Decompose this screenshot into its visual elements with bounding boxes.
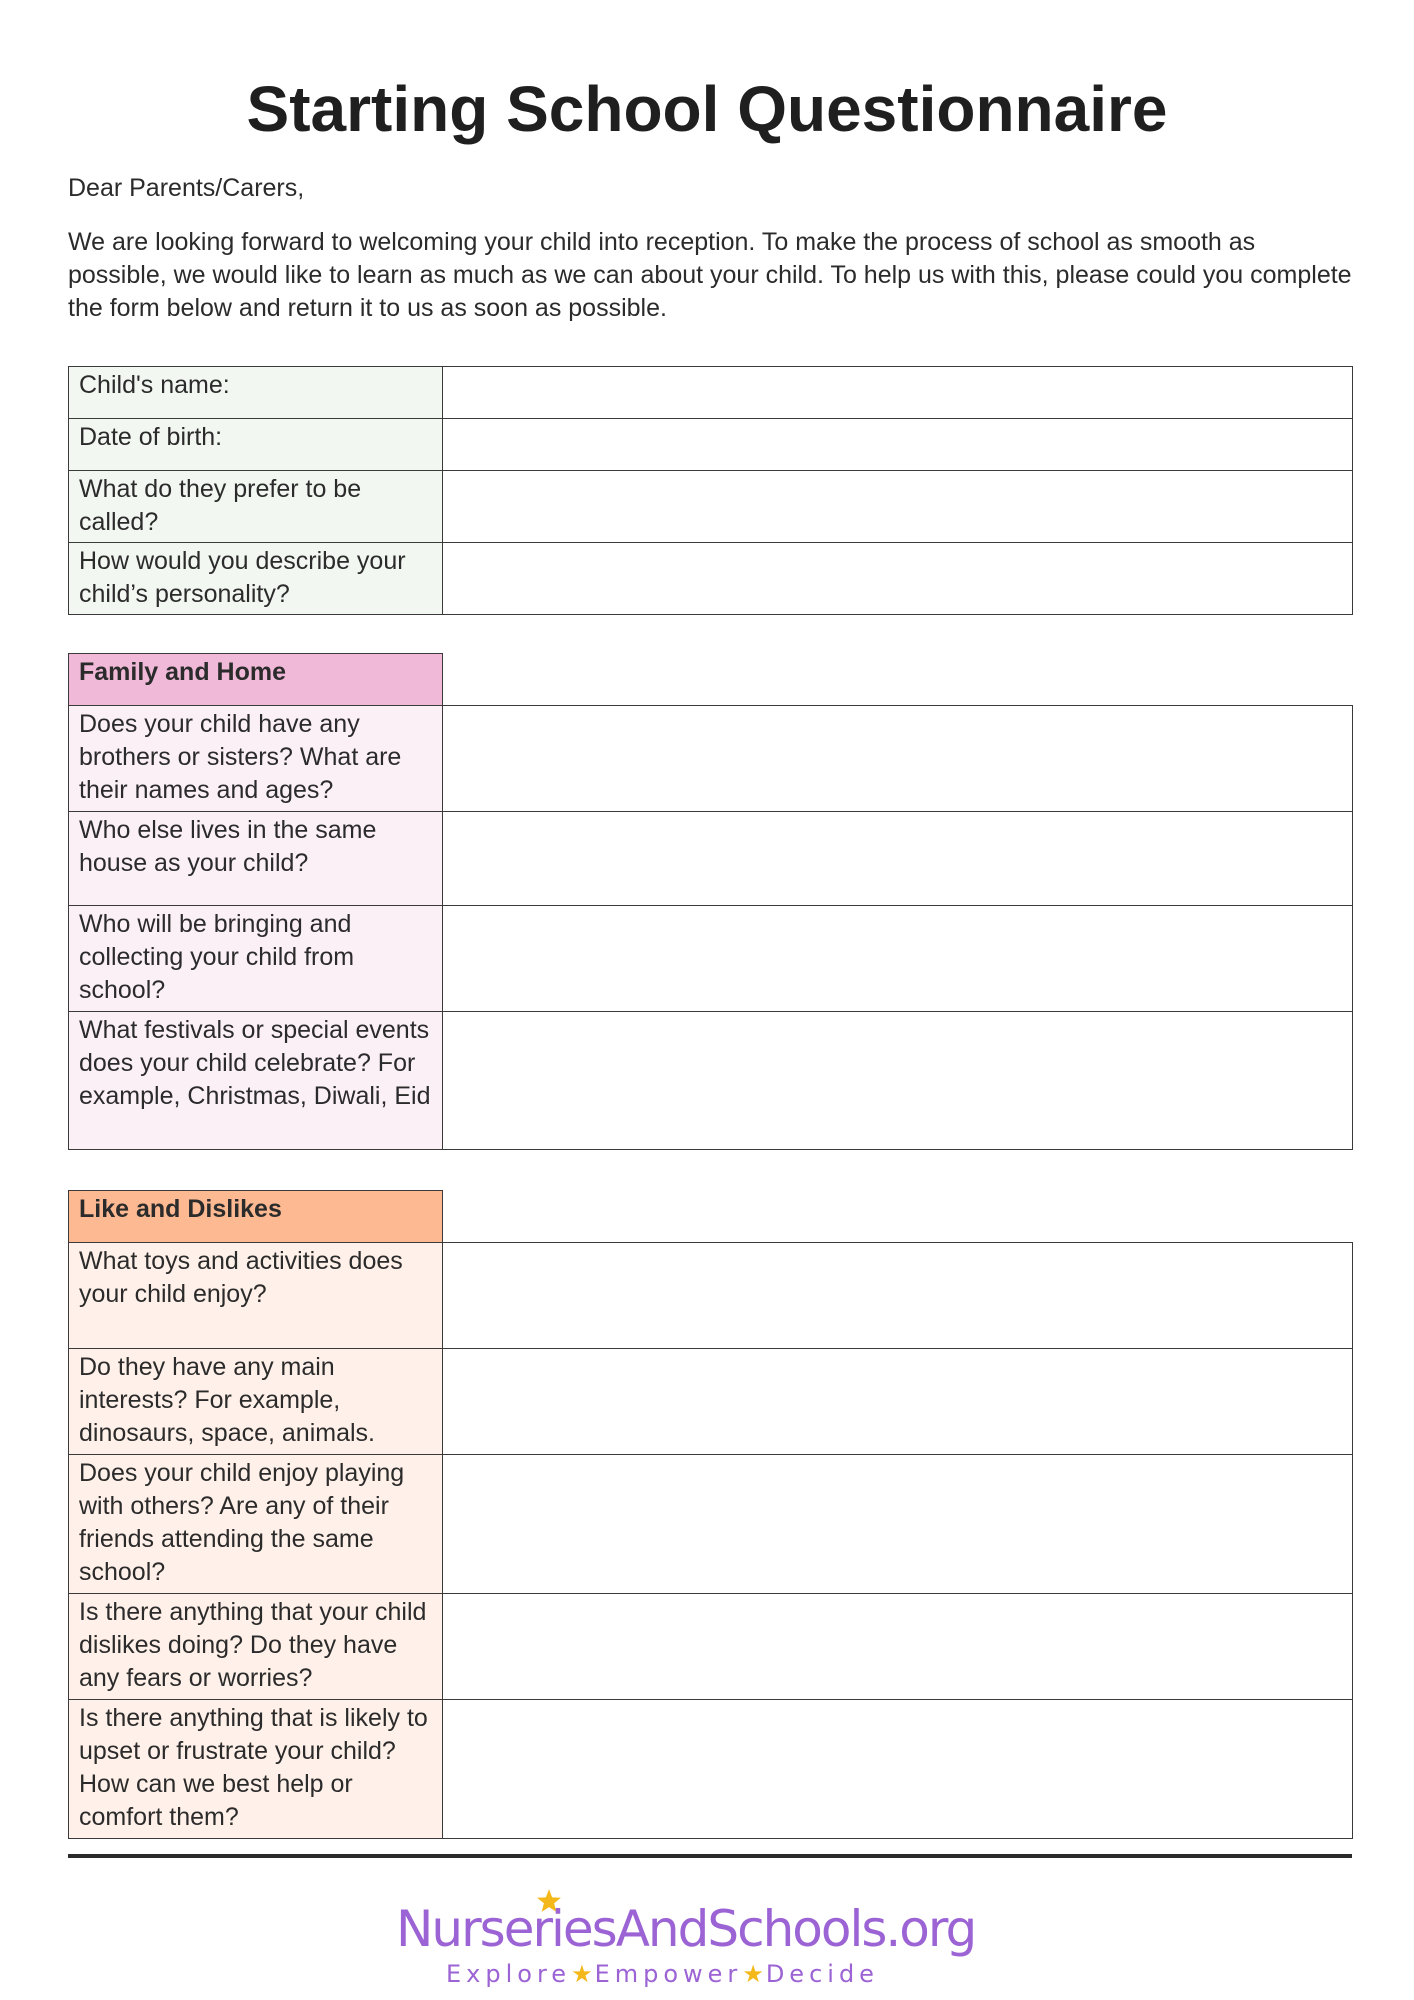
answer-date-of-birth[interactable] (443, 419, 1353, 471)
table-row (69, 1349, 1353, 1455)
answer-preferred-name[interactable] (443, 471, 1353, 543)
answer-household[interactable] (443, 812, 1353, 906)
table-row (69, 1594, 1353, 1700)
site-logo (396, 1888, 976, 1988)
question-interests: Do they have any main interests? For example, dinosaurs, space, animals. (69, 1349, 443, 1455)
intro-paragraph: We are looking forward to welcoming your child into reception. To make the process of school as smooth as possible, we would like to learn as much as we can about your child. To help us with this, please could you complete the form below and return it to us as soon as possible. (68, 228, 1352, 322)
question-personality: How would you describe your child’s personality? (69, 543, 443, 615)
logo-tagline (446, 1960, 879, 1988)
answer-playing-with-others[interactable] (443, 1455, 1353, 1594)
section-header-row (69, 1191, 1353, 1243)
basic-details-table (68, 366, 1353, 615)
question-playing-with-others: Does your child enjoy playing with others? Are any of their friends attending the same school? (69, 1455, 443, 1594)
table-row (69, 471, 1353, 543)
table-row (69, 1012, 1353, 1150)
question-upset-comfort: Is there anything that is likely to upset or frustrate your child? How can we best help or comfort them? (69, 1700, 443, 1839)
question-dislikes-fears: Is there anything that your child dislikes doing? Do they have any fears or worries? (69, 1594, 443, 1700)
section-heading-spacer (443, 654, 1353, 706)
answer-upset-comfort[interactable] (443, 1700, 1353, 1839)
question-siblings: Does your child have any brothers or sisters? What are their names and ages? (69, 706, 443, 812)
answer-childs-name[interactable] (443, 367, 1353, 419)
footer-divider (68, 1854, 1352, 1858)
question-childs-name: Child's name: (69, 367, 443, 419)
answer-festivals[interactable] (443, 1012, 1353, 1150)
answer-toys-activities[interactable] (443, 1243, 1353, 1349)
table-row (69, 812, 1353, 906)
section-heading-likes: Like and Dislikes (69, 1191, 443, 1243)
page-title: Starting School Questionnaire (246, 73, 1168, 145)
greeting: Dear Parents/Carers, (68, 174, 305, 202)
question-collection: Who will be bringing and collecting your child from school? (69, 906, 443, 1012)
table-row (69, 706, 1353, 812)
answer-dislikes-fears[interactable] (443, 1594, 1353, 1700)
tagline-word: Empower (594, 1960, 743, 1988)
tagline-word: Explore (446, 1960, 572, 1988)
table-row (69, 367, 1353, 419)
answer-personality[interactable] (443, 543, 1353, 615)
likes-and-dislikes-table (68, 1190, 1353, 1839)
question-toys-activities: What toys and activities does your child enjoy? (69, 1243, 443, 1349)
question-date-of-birth: Date of birth: (69, 419, 443, 471)
logo-wordmark: NurseriesAndSchools.org (396, 1900, 976, 1958)
table-row (69, 1243, 1353, 1349)
table-row (69, 1455, 1353, 1594)
question-household: Who else lives in the same house as your child? (69, 812, 443, 906)
star-icon: ★ (571, 1960, 595, 1988)
section-heading-family: Family and Home (69, 654, 443, 706)
table-row (69, 1700, 1353, 1839)
tagline-word: Decide (765, 1960, 879, 1988)
family-and-home-table (68, 653, 1353, 1150)
section-heading-spacer (443, 1191, 1353, 1243)
table-row (69, 906, 1353, 1012)
answer-interests[interactable] (443, 1349, 1353, 1455)
answer-siblings[interactable] (443, 706, 1353, 812)
table-row (69, 543, 1353, 615)
section-header-row (69, 654, 1353, 706)
answer-collection[interactable] (443, 906, 1353, 1012)
question-preferred-name: What do they prefer to be called? (69, 471, 443, 543)
table-row (69, 419, 1353, 471)
question-festivals: What festivals or special events does your child celebrate? For example, Christmas, Diwali, Eid (69, 1012, 443, 1150)
star-icon: ★ (742, 1960, 766, 1988)
